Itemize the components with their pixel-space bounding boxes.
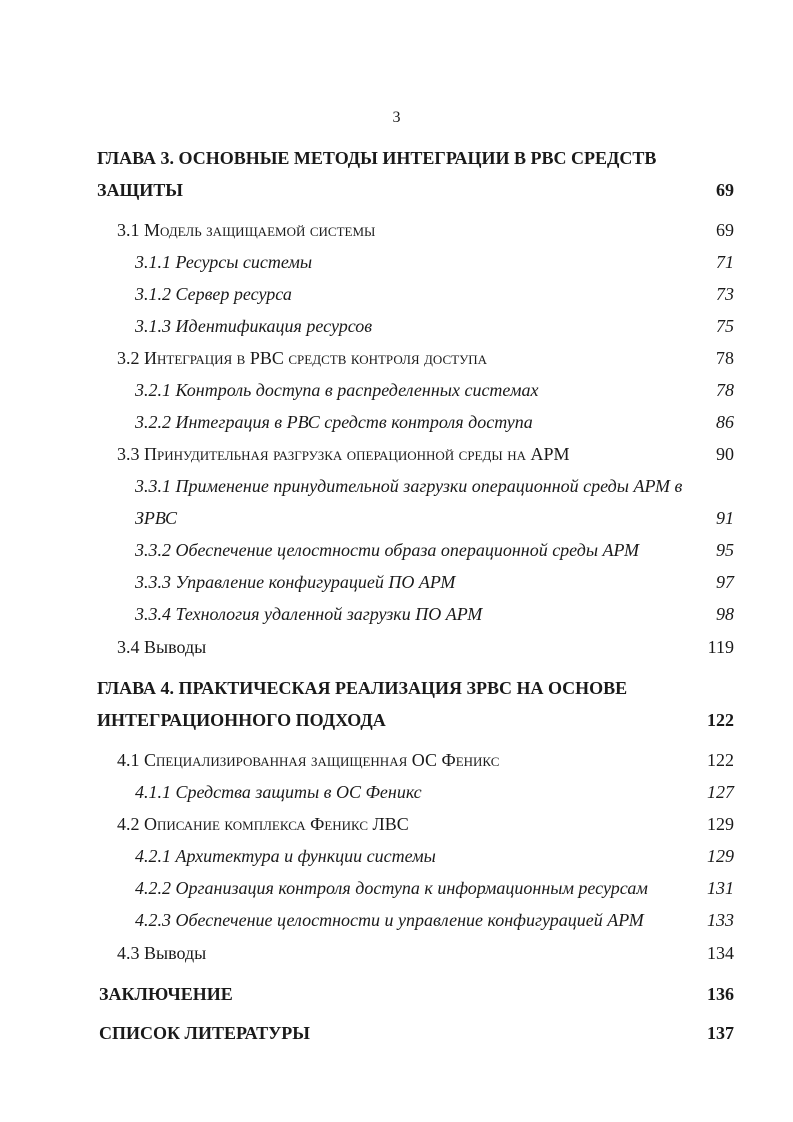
section-label: 3.3.3 Управление конфигурацией ПО АРМ: [135, 572, 456, 592]
section-page: 78: [716, 348, 734, 368]
section-page: 75: [716, 316, 734, 336]
section-label: ЗРВС: [135, 508, 178, 528]
section-label: 3.1.1 Ресурсы системы: [135, 252, 313, 272]
section-page: 127: [707, 782, 734, 802]
chapter-4-page: 122: [707, 710, 734, 730]
section-page: 86: [716, 412, 734, 432]
section-label: 3.3.4 Технология удаленной загрузки ПО АРМ: [135, 604, 483, 624]
section-label: 4.1 Специализированная защищенная ОС Феникс: [117, 750, 500, 770]
section-page: 134: [707, 943, 734, 963]
chapter-3-title-line2: ЗАЩИТЫ: [97, 180, 183, 200]
section-label: 3.1.2 Сервер ресурса: [135, 284, 292, 304]
section-label: 3.2.1 Контроль доступа в распределенных системах: [135, 380, 539, 400]
section-page: 71: [716, 252, 734, 272]
section-label: 4.2.3 Обеспечение целостности и управление конфигурацией АРМ: [135, 910, 644, 930]
section-page: 119: [707, 637, 734, 657]
page-number: 3: [392, 109, 401, 126]
section-page: 98: [716, 604, 734, 624]
section-page: 78: [716, 380, 734, 400]
section-page: 69: [716, 220, 734, 240]
section-page: 133: [707, 910, 734, 930]
section-label: 3.1.3 Идентификация ресурсов: [135, 316, 373, 336]
section-page: 90: [716, 444, 734, 464]
section-label: 4.1.1 Средства защиты в ОС Феникс: [135, 782, 422, 802]
section-label: 4.2.1 Архитектура и функции системы: [135, 846, 436, 866]
section-page: 122: [707, 750, 734, 770]
section-label: 3.3 Принудительная разгрузка операционной среды на АРМ: [117, 444, 570, 464]
section-page: 137: [707, 1023, 734, 1043]
section-page: 73: [716, 284, 734, 304]
section-page: 129: [707, 814, 734, 834]
chapter-4-title-line2: ИНТЕГРАЦИОННОГО ПОДХОДА: [97, 710, 386, 730]
section-label: 4.3 Выводы: [117, 943, 207, 963]
chapter-4-title-line1: ГЛАВА 4. ПРАКТИЧЕСКАЯ РЕАЛИЗАЦИЯ ЗРВС НА ОСНОВЕ: [97, 678, 628, 698]
section-page: 129: [707, 846, 734, 866]
section-label: ЗАКЛЮЧЕНИЕ: [99, 984, 233, 1004]
section-label: 3.4 Выводы: [117, 637, 207, 657]
section-label: 3.1 Модель защищаемой системы: [117, 220, 376, 240]
section-label: СПИСОК ЛИТЕРАТУРЫ: [99, 1023, 310, 1043]
section-label: 3.2 Интеграция в РВС средств контроля доступа: [117, 348, 488, 368]
section-page: 95: [716, 540, 734, 560]
section-page: 97: [716, 572, 734, 592]
section-label: 4.2 Описание комплекса Феникс ЛВС: [117, 814, 409, 834]
chapter-3-title-line1: ГЛАВА 3. ОСНОВНЫЕ МЕТОДЫ ИНТЕГРАЦИИ В РВС СРЕДСТВ: [97, 148, 657, 168]
section-page: 131: [707, 878, 734, 898]
section-page: 136: [707, 984, 734, 1004]
chapter-3-page: 69: [716, 180, 734, 200]
section-label: 3.3.2 Обеспечение целостности образа операционной среды АРМ: [135, 540, 640, 560]
section-label: 3.3.1 Применение принудительной загрузки операционной среды АРМ в: [135, 476, 683, 496]
section-label: 3.2.2 Интеграция в РВС средств контроля доступа: [135, 412, 533, 432]
section-label: 4.2.2 Организация контроля доступа к информационным ресурсам: [135, 878, 648, 898]
section-page: 91: [716, 508, 734, 528]
